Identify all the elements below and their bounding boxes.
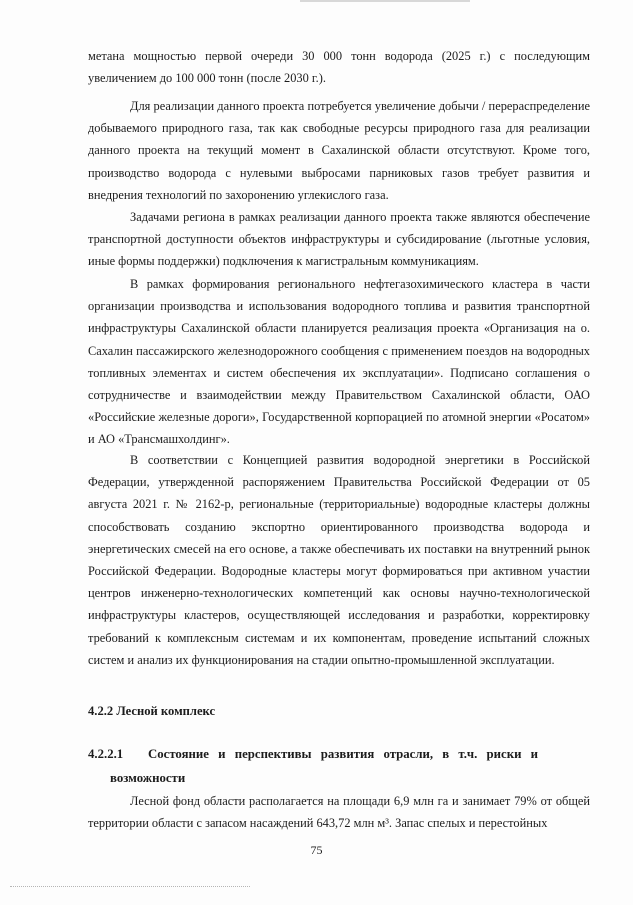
subsection-title-line2: возможности: [110, 771, 186, 785]
subsection-number: 4.2.2.1: [88, 747, 124, 761]
section-heading: 4.2.2 Лесной комплекс: [88, 704, 216, 718]
paragraph-text: метана мощностью первой очереди 30 000 тонн водорода (2025 г.) с последующим увеличением до 100 000 тонн (после 2030 г.).: [88, 49, 590, 86]
scan-edge-top: [300, 0, 470, 2]
paragraph-3: [88, 206, 590, 273]
paragraph-text: Задачами региона в рамках реализации данного проекта также являются обеспечение транспортной доступности объектов инфраструктуры и субсидирование (льготные условия, иные формы поддержки) подключения к магистральным коммуникациям.: [88, 210, 590, 269]
scan-edge-bottom: [10, 886, 250, 888]
paragraph-4: [88, 273, 590, 451]
paragraph-1: [88, 45, 590, 89]
paragraph-6: [88, 790, 590, 834]
paragraph-2: [88, 95, 590, 206]
subsection-heading: [88, 742, 590, 790]
paragraph-text: Для реализации данного проекта потребуется увеличение добычи / перераспределение добываемого природного газа, так как свободные ресурсы природного газа для реализации данного проекта на текущий момент в Сахалинской области отсутствуют. Кроме того, производство водорода с нулевыми выбросами парниковых газов требует развития и внедрения технологий по захоронению углекислого газа.: [88, 99, 590, 202]
paragraph-text: В рамках формирования регионального нефтегазохимического кластера в части организации производства и использования водородного топлива и развития транспортной инфраструктуры Сахалинской области планируется реализация проекта «Организация на о. Сахалин пассажирского железнодорожного сообщения с применением поездов на водородных топливных элементах и систем обеспечения их эксплуатации». Подписано соглашения о сотрудничестве и взаимодействии между Правительством Сахалинской области, ОАО «Российские железные дороги», Государственной корпорацией по атомной энергии «Росатом» и АО «Трансмашхолдинг».: [88, 277, 590, 447]
paragraph-text: В соответствии с Концепцией развития водородной энергетики в Российской Федерации, утвержденной распоряжением Правительства Российской Федерации от 05 августа 2021 г. № 2162-р, региональные (территориальные) водородные кластеры должны способствовать созданию экспортно ориентированного производства водорода и энергетических смесей на его основе, а также обеспечивать их поставки на внутренний рынок Российской Федерации. Водородные кластеры могут формироваться при активном участии центров инженерно-технологических компетенций как основы научно-технологической инфраструктуры кластеров, осуществляющей исследования и разработки, корректировку требований к комплексным системам и их компонентам, проведение испытаний сложных систем и анализ их функционирования на стадии опытно-промышленной эксплуатации.: [88, 453, 590, 667]
page-number: 75: [310, 843, 323, 857]
paragraph-5: [88, 449, 590, 671]
paragraph-text: Лесной фонд области располагается на площади 6,9 млн га и занимает 79% от общей территории области с запасом насаждений 643,72 млн м³. Запас спелых и перестойных: [88, 794, 590, 831]
subsection-title-line1: Состояние и перспективы развития отрасли, в т.ч. риски и: [148, 747, 539, 761]
